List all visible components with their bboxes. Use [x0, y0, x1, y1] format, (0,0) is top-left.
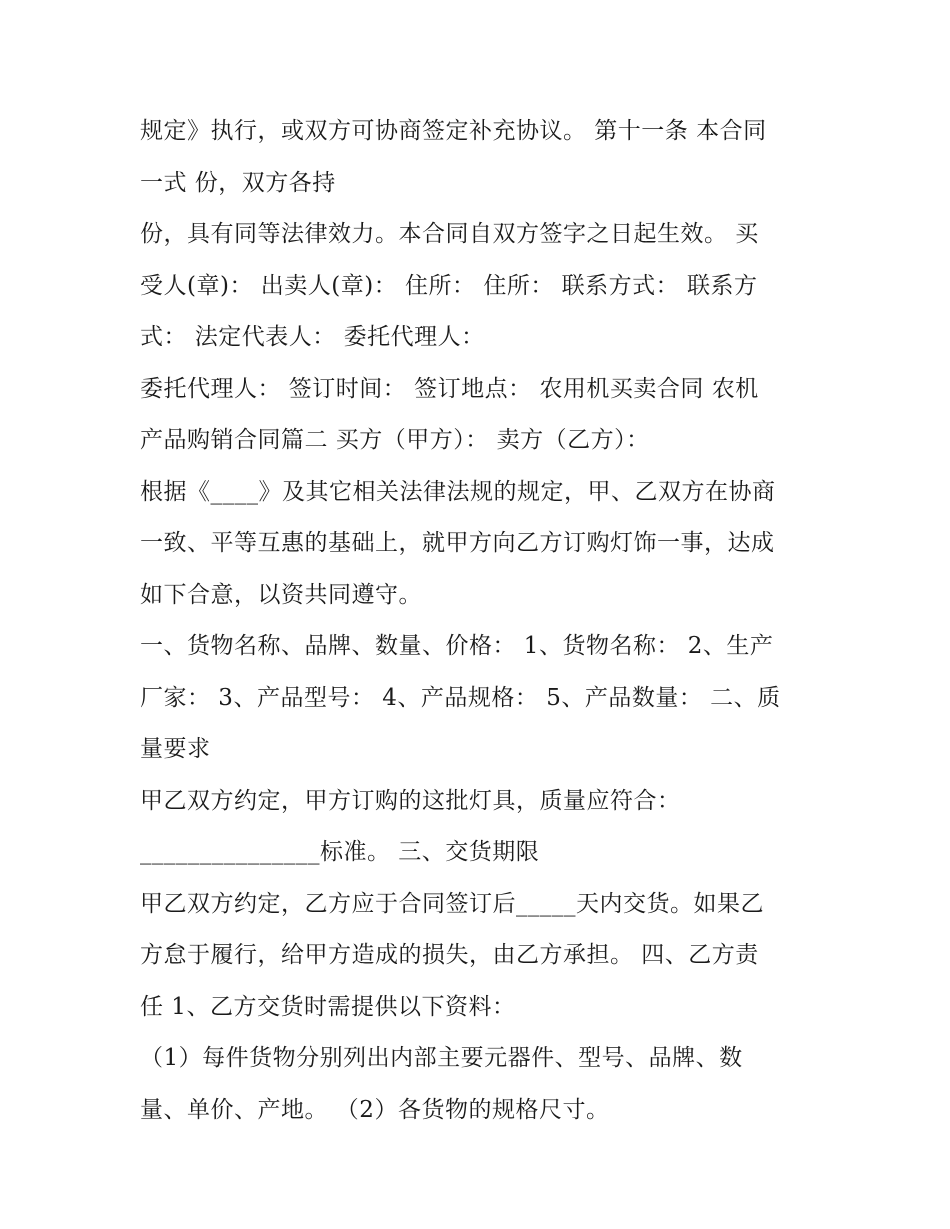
text-line: 量、单价、产地。 （2）各货物的规格尺寸。 — [140, 1096, 610, 1123]
text-line: （1）每件货物分别列出内部主要元器件、型号、品牌、数 — [140, 1045, 743, 1071]
text-line: 一式 份，双方各持 — [140, 169, 336, 196]
text-line: 方怠于履行，给甲方造成的损失，由乙方承担。 四、乙方责 — [140, 942, 759, 968]
text-line: 规定》执行，或双方可协商签定补充协议。 第十一条 本合同 — [140, 118, 767, 144]
text-line: 式： 法定代表人： 委托代理人： — [140, 324, 485, 350]
text-line: _______________标准。 三、交货期限 — [140, 839, 540, 865]
text-line: 份，具有同等法律效力。本合同自双方签字之日起生效。 买 — [140, 221, 759, 247]
text-line: 任 1、乙方交货时需提供以下资料： — [140, 993, 516, 1020]
text-line: 甲乙双方约定，甲方订购的这批灯具，质量应符合： — [140, 787, 681, 814]
text-line: 根据《____》及其它相关法律法规的规定，甲、乙双方在协商 — [140, 478, 776, 505]
text-line: 甲乙双方约定，乙方应于合同签订后_____天内交货。如果乙 — [140, 890, 764, 917]
text-line: 产品购销合同篇二 买方（甲方）： 卖方（乙方）： — [140, 427, 650, 453]
text-line: 厂家： 3、产品型号： 4、产品规格： 5、产品数量： 二、质 — [140, 684, 781, 711]
text-line: 受人(章)： 出卖人(章)： 住所： 住所： 联系方式： 联系方 — [140, 272, 758, 299]
text-line: 量要求 — [140, 736, 211, 762]
text-line: 委托代理人： 签订时间： 签订地点： 农用机买卖合同 农机 — [140, 375, 759, 402]
contract-text-body — [140, 108, 830, 1138]
text-line: 一致、平等互惠的基础上，就甲方向乙方订购灯饰一事，达成 — [140, 530, 775, 556]
text-line: 如下合意，以资共同遵守。 — [140, 581, 422, 608]
text-line: 一、货物名称、品牌、数量、价格： 1、货物名称： 2、生产 — [140, 633, 774, 659]
